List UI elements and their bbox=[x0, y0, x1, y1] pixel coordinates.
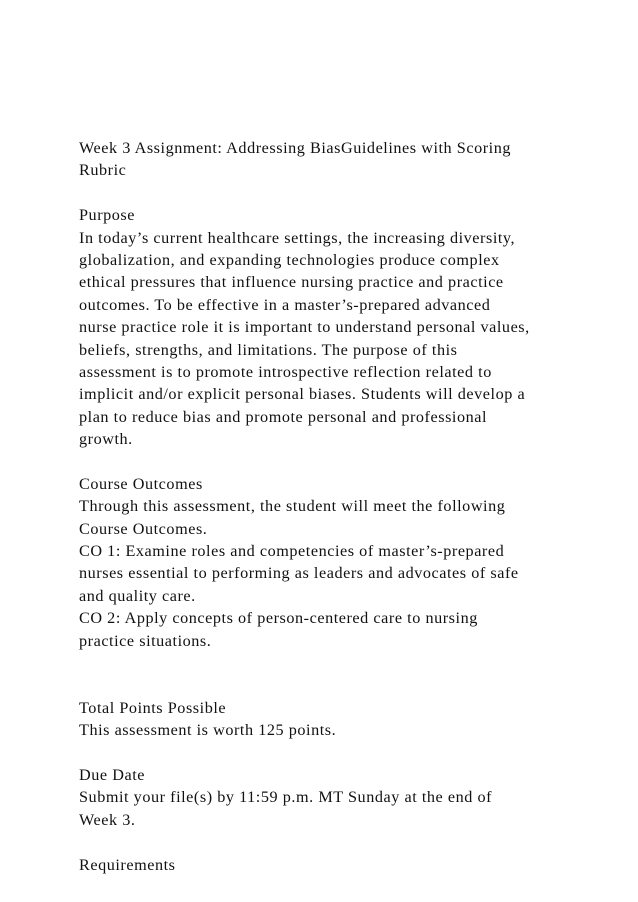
paragraph-gap bbox=[79, 182, 579, 204]
due-date-heading: Due Date bbox=[79, 765, 145, 784]
purpose-line: growth. bbox=[79, 430, 133, 449]
purpose-line: nurse practice role it is important to understand personal values, bbox=[79, 318, 530, 337]
paragraph-gap bbox=[79, 652, 579, 674]
total-points-line: This assessment is worth 125 points. bbox=[79, 721, 337, 740]
course-outcomes-line: Through this assessment, the student will meet the following bbox=[79, 497, 506, 516]
purpose-line: plan to reduce bias and promote personal and professional bbox=[79, 407, 488, 426]
paragraph-gap bbox=[79, 674, 579, 696]
paragraph-gap bbox=[79, 450, 579, 472]
paragraph-gap bbox=[79, 742, 579, 764]
purpose-line: globalization, and expanding technologies produce complex bbox=[79, 250, 500, 269]
purpose-heading: Purpose bbox=[79, 206, 136, 225]
purpose-line: ethical pressures that influence nursing practice and practice bbox=[79, 273, 504, 292]
document-title bbox=[79, 137, 579, 182]
title-line: Week 3 Assignment: Addressing BiasGuidelines with Scoring bbox=[79, 139, 512, 157]
course-outcomes-line: Course Outcomes. bbox=[79, 519, 208, 538]
purpose-line: beliefs, strengths, and limitations. The purpose of this bbox=[79, 340, 458, 359]
due-date-line: Submit your file(s) by 11:59 p.m. MT Sunday at the end of bbox=[79, 788, 493, 807]
course-outcomes-heading: Course Outcomes bbox=[79, 474, 203, 493]
requirements-section bbox=[79, 854, 579, 876]
requirements-heading: Requirements bbox=[79, 855, 176, 874]
purpose-section bbox=[79, 204, 579, 450]
course-outcomes-line: CO 1: Examine roles and competencies of master’s-prepared bbox=[79, 542, 505, 561]
due-date-section bbox=[79, 764, 579, 831]
purpose-line: outcomes. To be effective in a master’s-prepared advanced bbox=[79, 295, 491, 314]
course-outcomes-line: CO 2: Apply concepts of person-centered care to nursing bbox=[79, 609, 478, 628]
total-points-heading: Total Points Possible bbox=[79, 698, 227, 717]
course-outcomes-line: and quality care. bbox=[79, 586, 196, 605]
document-body bbox=[79, 137, 579, 876]
due-date-line: Week 3. bbox=[79, 810, 136, 829]
purpose-line: assessment is to promote introspective reflection related to bbox=[79, 362, 492, 381]
total-points-section bbox=[79, 697, 579, 742]
course-outcomes-section bbox=[79, 473, 579, 652]
course-outcomes-line: nurses essential to performing as leaders and advocates of safe bbox=[79, 564, 519, 583]
purpose-line: implicit and/or explicit personal biases. Students will develop a bbox=[79, 385, 526, 404]
course-outcomes-line: practice situations. bbox=[79, 631, 212, 650]
paragraph-gap bbox=[79, 831, 579, 853]
purpose-line: In today’s current healthcare settings, the increasing diversity, bbox=[79, 228, 516, 247]
title-line: Rubric bbox=[79, 161, 127, 180]
